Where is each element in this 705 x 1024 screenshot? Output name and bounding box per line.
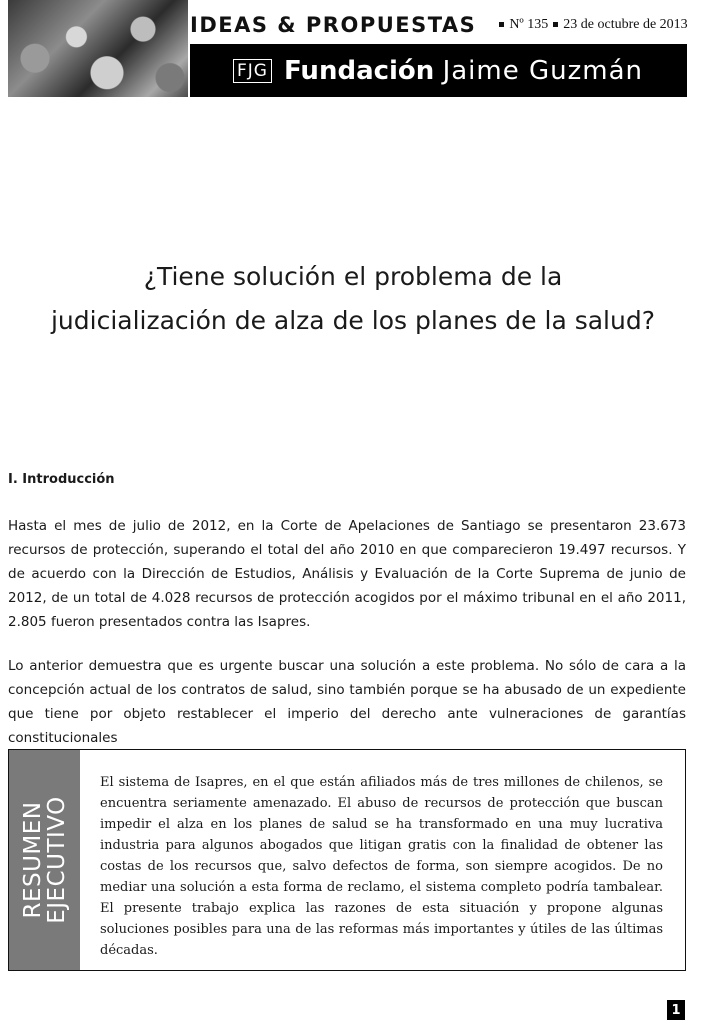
title-line-2: judicialización de alza de los planes de la salud? bbox=[50, 306, 655, 335]
summary-label-line-1: RESUMEN bbox=[19, 801, 46, 919]
document-title bbox=[8, 255, 698, 343]
issue-info bbox=[494, 17, 687, 33]
series-header bbox=[190, 8, 687, 42]
series-title: IDEAS & PROPUESTAS bbox=[190, 13, 477, 37]
intro-paragraph-2: Lo anterior demuestra que es urgente buscar una solución a este problema. No sólo de cara a la concepción actual de los contratos de salud, sino también porque se ha abusado de un expediente que tiene por objeto restablecer el imperio del derecho ante vulneraciones de garantías constitucionales bbox=[8, 658, 686, 746]
intro-paragraph-1: Hasta el mes de julio de 2012, en la Corte de Apelaciones de Santiago se presentaron 23.673 recursos de protección, superando el total del año 2010 en que comparecieron 19.497 recursos. Y de acuerdo con la Dirección de Estudios, Análisis y Evaluación de la Corte Suprema de junio de 2012, de un total de 4.028 recursos de protección acogidos por el máximo tribunal en el año 2011, 2.805 fueron presentados contra las Isapres. bbox=[8, 518, 686, 630]
summary-text: El sistema de Isapres, en el que están afiliados más de tres millones de chilenos, se encuentra seriamente amenazado. El abuso de recursos de protección que buscan impedir el alza en los planes de salud se ha transformado en una muy lucrativa industria para algunos abogados que litigan gratis con la finalidad de obtener las costas de los recursos que, salvo defectos de forma, son siempre acogidos. De no mediar una solución a esta forma de reclamo, el sistema completo podría tambalear. El presente trabajo explica las razones de esta situación y propone algunas soluciones posibles para una de las reformas más importantes y útiles de las últimas décadas. bbox=[100, 775, 663, 958]
title-line-1: ¿Tiene solución el problema de la bbox=[143, 262, 563, 291]
issue-date: 23 de octubre de 2013 bbox=[563, 17, 688, 32]
section-heading: I. Introducción bbox=[8, 472, 115, 487]
brand-bar bbox=[190, 44, 687, 97]
fjg-logo: FJG bbox=[233, 59, 272, 83]
page-number: 1 bbox=[667, 1000, 685, 1020]
executive-summary-box bbox=[8, 749, 686, 971]
brand-name bbox=[284, 56, 643, 86]
summary-label bbox=[21, 796, 69, 924]
summary-tab bbox=[9, 750, 80, 970]
issue-number: Nº 135 bbox=[509, 17, 549, 32]
bullet-square-icon bbox=[553, 22, 558, 27]
bullet-square-icon bbox=[499, 22, 504, 27]
crowd-photo bbox=[8, 0, 188, 97]
brand-name-light: Jaime Guzmán bbox=[442, 55, 644, 86]
summary-label-line-2: EJECUTIVO bbox=[43, 796, 70, 924]
brand-name-bold: Fundación bbox=[283, 55, 435, 86]
